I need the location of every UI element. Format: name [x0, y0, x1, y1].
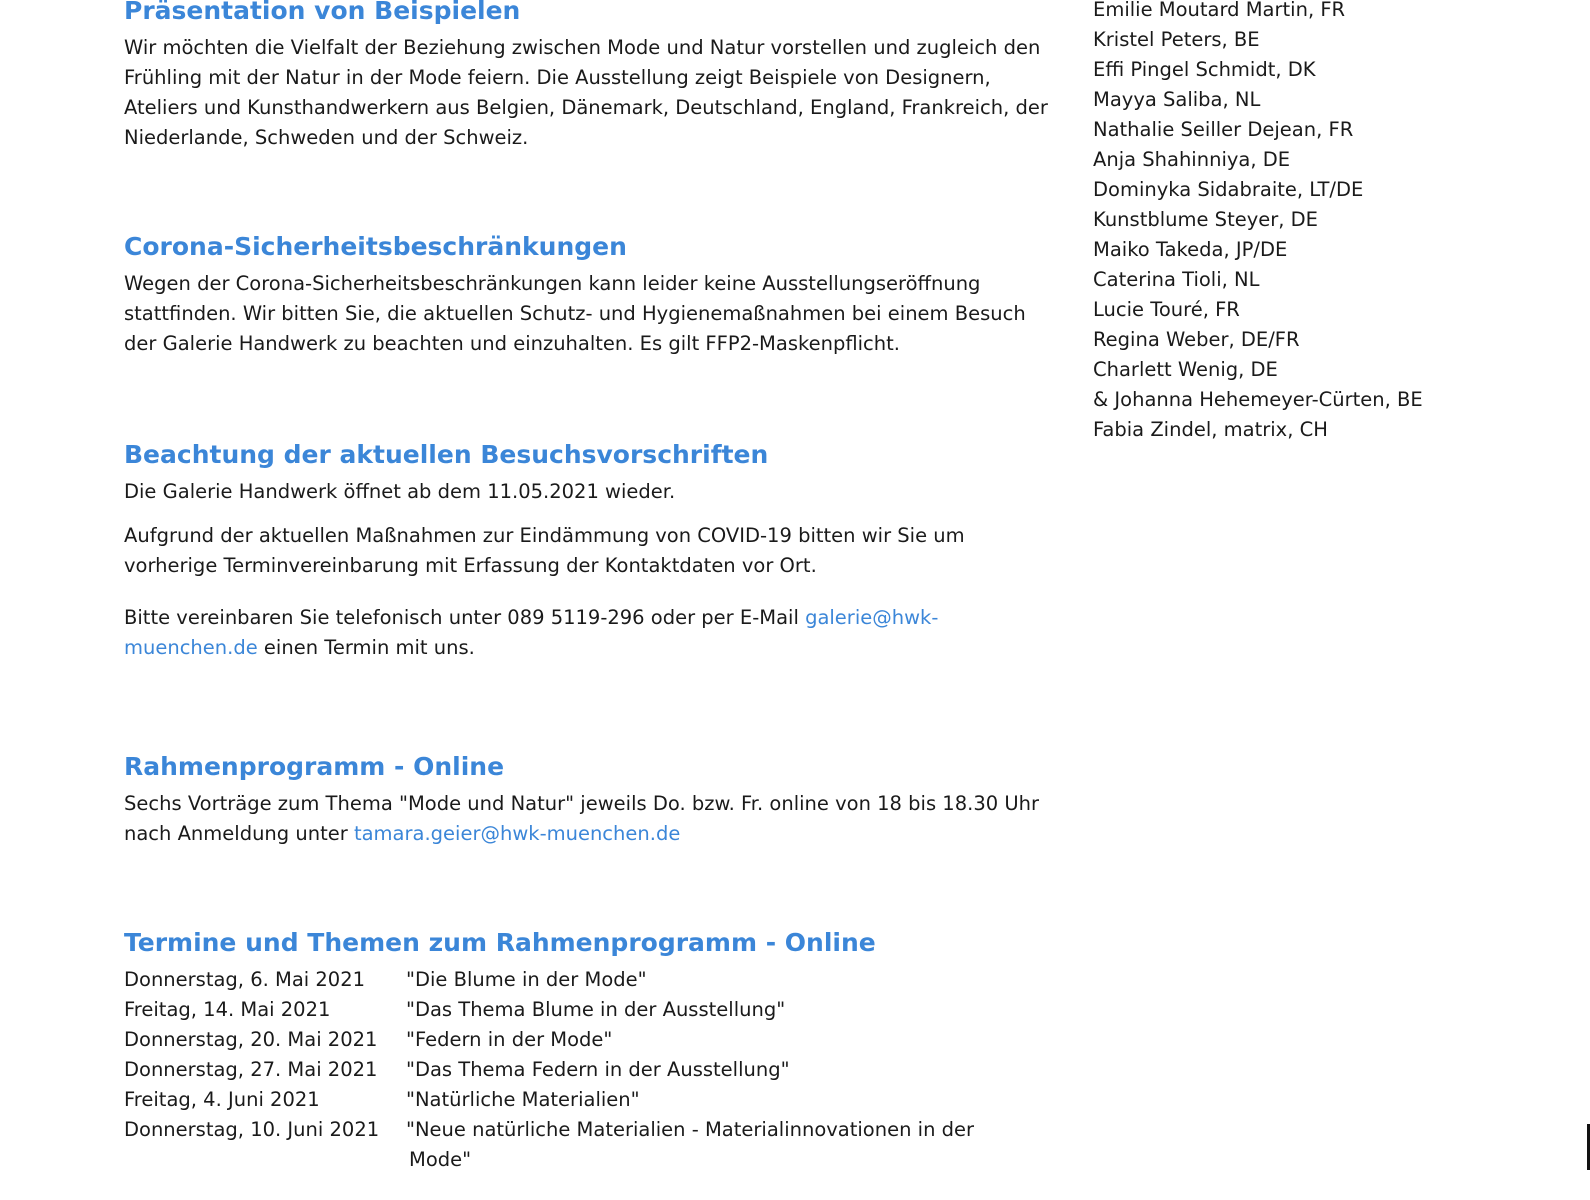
section-title: Präsentation von Beispielen [124, 0, 521, 25]
schedule-date: Freitag, 14. Mai 2021 [124, 998, 331, 1021]
schedule-topic: "Die Blume in der Mode" [406, 968, 647, 991]
tamara-email-link[interactable]: tamara.geier@hwk-muenchen.de [353, 822, 681, 845]
schedule-date: Donnerstag, 27. Mai 2021 [124, 1058, 378, 1081]
participant: Maiko Takeda, JP/DE [1093, 238, 1288, 261]
participant: Regina Weber, DE/FR [1093, 328, 1300, 351]
section-text: Wegen der Corona-Sicherheitsbeschränkungen kann leider keine Ausstellungseröffnung stattfinden. Wir bitten Sie, die aktuellen Schutz- und Hygienemaßnahmen bei einem Besuch der Galerie Handwerk zu beachten und einzuhalten. Es gilt FFP2-Maskenpflicht. [124, 272, 1026, 355]
measures-text: Aufgrund der aktuellen Maßnahmen zur Eindämmung von COVID-19 bitten wir Sie um vorherige Terminvereinbarung mit Erfassung der Kontaktdaten vor Ort. [124, 524, 965, 577]
participant: Lucie Touré, FR [1093, 298, 1240, 321]
participant: Anja Shahinniya, DE [1093, 148, 1291, 171]
participant: Emilie Moutard Martin, FR [1093, 0, 1346, 21]
schedule-date: Donnerstag, 6. Mai 2021 [124, 968, 366, 991]
participant: Dominyka Sidabraite, LT/DE [1093, 178, 1364, 201]
participants-list [1093, 0, 1553, 445]
section-praesentation [124, 0, 1054, 153]
schedule-date: Donnerstag, 10. Juni 2021 [124, 1118, 380, 1141]
section-text [124, 789, 1054, 849]
reopening-text: Die Galerie Handwerk öffnet ab dem 11.05.2021 wieder. [124, 480, 676, 503]
schedule-topic: "Neue natürliche Materialien - Materialinnovationen in der Mode" [406, 1118, 975, 1171]
appointment-text-before: Bitte vereinbaren Sie telefonisch unter 089 5119-296 oder per E-Mail [124, 606, 806, 629]
participant: Kunstblume Steyer, DE [1093, 208, 1318, 231]
rahmen-text: Sechs Vorträge zum Thema "Mode und Natur" jeweils Do. bzw. Fr. online von 18 bis 18.30 Uhr nach Anmeldung unter [124, 792, 1039, 845]
section-title: Beachtung der aktuellen Besuchsvorschriften [124, 440, 769, 469]
galerie-email-link[interactable]: galerie@hwk-muenchen.de [124, 606, 939, 659]
schedule-topic: "Das Thema Blume in der Ausstellung" [406, 998, 786, 1021]
section-rahmenprogramm [124, 752, 1054, 849]
schedule-topic: "Natürliche Materialien" [406, 1088, 640, 1111]
participant: Fabia Zindel, matrix, CH [1093, 418, 1328, 441]
participant: Effi Pingel Schmidt, DK [1093, 58, 1316, 81]
schedule-topic: "Federn in der Mode" [406, 1028, 613, 1051]
participant: Mayya Saliba, NL [1093, 88, 1261, 111]
section-besuch [124, 440, 1054, 663]
section-text: Wir möchten die Vielfalt der Beziehung zwischen Mode und Natur vorstellen und zugleich den Frühling mit der Natur in der Mode feiern. Die Ausstellung zeigt Beispiele von Designern, Ateliers und Kunsthandwerkern aus Belgien, Dänemark, Deutschland, England, Frankreich, der Niederlande, Schweden und der Schweiz. [124, 36, 1048, 149]
schedule-table [124, 965, 1054, 1175]
participant: Charlett Wenig, DE [1093, 358, 1278, 381]
participant: Kristel Peters, BE [1093, 28, 1260, 51]
appointment-text-after: einen Termin mit uns. [257, 636, 475, 659]
schedule-date: Donnerstag, 20. Mai 2021 [124, 1028, 378, 1051]
section-title: Rahmenprogramm - Online [124, 752, 505, 781]
section-title: Termine und Themen zum Rahmenprogramm - Online [124, 928, 876, 957]
section-termine [124, 928, 1054, 1175]
participant: & Johanna Hehemeyer-Cürten, BE [1093, 388, 1423, 411]
participant: Nathalie Seiller Dejean, FR [1093, 118, 1354, 141]
section-corona [124, 232, 1054, 359]
participant: Caterina Tioli, NL [1093, 268, 1260, 291]
appointment-text [124, 603, 1054, 663]
section-title: Corona-Sicherheitsbeschränkungen [124, 232, 627, 261]
schedule-topic: "Das Thema Federn in der Ausstellung" [406, 1058, 790, 1081]
schedule-date: Freitag, 4. Juni 2021 [124, 1088, 320, 1111]
